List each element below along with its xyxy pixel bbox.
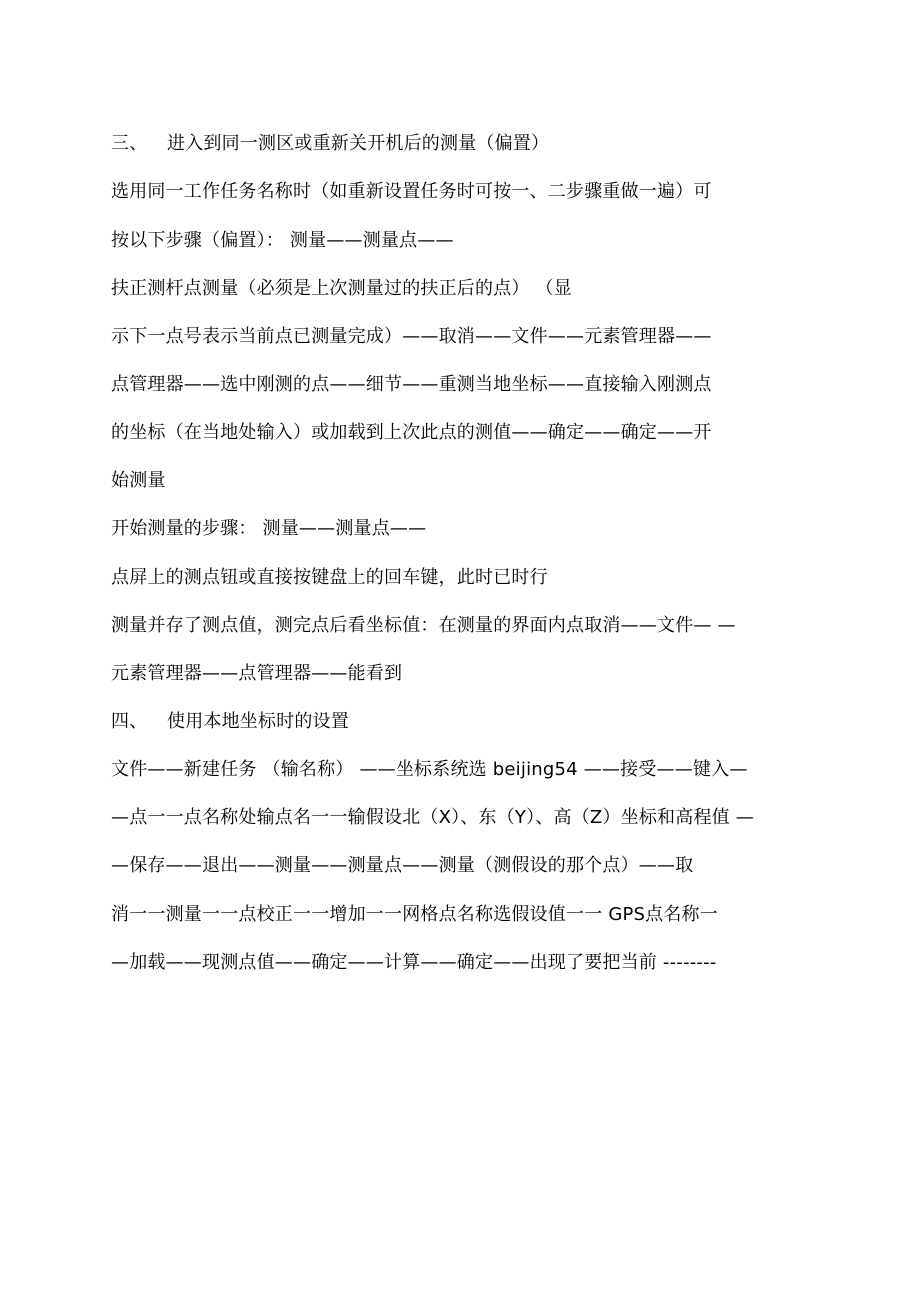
paragraph-line-6: 的坐标（在当地处输入）或加载到上次此点的测值——确定——确定——开 xyxy=(111,422,712,443)
section-3-title: 进入到同一测区或重新关开机后的测量（偏置） xyxy=(167,133,550,154)
paragraph-line-16: —加载——现测点值——确定——计算——确定——出现了要把当前 -------- xyxy=(111,952,717,973)
paragraph-line-7: 始测量 xyxy=(111,470,166,491)
paragraph-line-3: 扶正测杆点测量（必须是上次测量过的扶正后的点） （显 xyxy=(111,278,572,299)
paragraph-line-2: 按以下步骤（偏置）： 测量——测量点—— xyxy=(111,230,454,251)
paragraph-line-9: 点屏上的测点钮或直接按键盘上的回车键，此时已时行 xyxy=(111,567,548,588)
paragraph-line-11: 元素管理器——点管理器——能看到 xyxy=(111,663,403,684)
paragraph-line-4: 示下一点号表示当前点已测量完成）——取消——文件——元素管理器—— xyxy=(111,326,712,347)
paragraph-line-14: —保存——退出——测量——测量点——测量（测假设的那个点）——取 xyxy=(111,855,694,876)
paragraph-line-5: 点管理器——选中刚测的点——细节——重测当地坐标——直接输入刚测点 xyxy=(111,374,712,395)
paragraph-line-8: 开始测量的步骤： 测量——测量点—— xyxy=(111,518,427,539)
paragraph-line-15: 消一一测量一一点校正一一增加一一网格点名称选假设值一一 GPS点名称一 xyxy=(111,904,718,925)
paragraph-line-12: 文件——新建任务 （输名称） ——坐标系统选 beijing54 ——接受——键入— xyxy=(111,759,748,780)
paragraph-line-10: 测量并存了测点值，测完点后看坐标值：在测量的界面内点取消——文件— — xyxy=(111,615,736,636)
section-3-heading xyxy=(111,132,549,156)
section-4-title: 使用本地坐标时的设置 xyxy=(167,711,349,732)
section-4-number: 四、 xyxy=(111,711,148,732)
section-3-number: 三、 xyxy=(111,133,148,154)
paragraph-line-13: —点一一点名称处输点名一一输假设北（X）、东（Y）、高（Z）坐标和高程值 — xyxy=(111,807,754,828)
paragraph-line-1: 选用同一工作任务名称时（如重新设置任务时可按一、二步骤重做一遍）可 xyxy=(111,181,712,202)
section-4-heading xyxy=(111,710,349,734)
